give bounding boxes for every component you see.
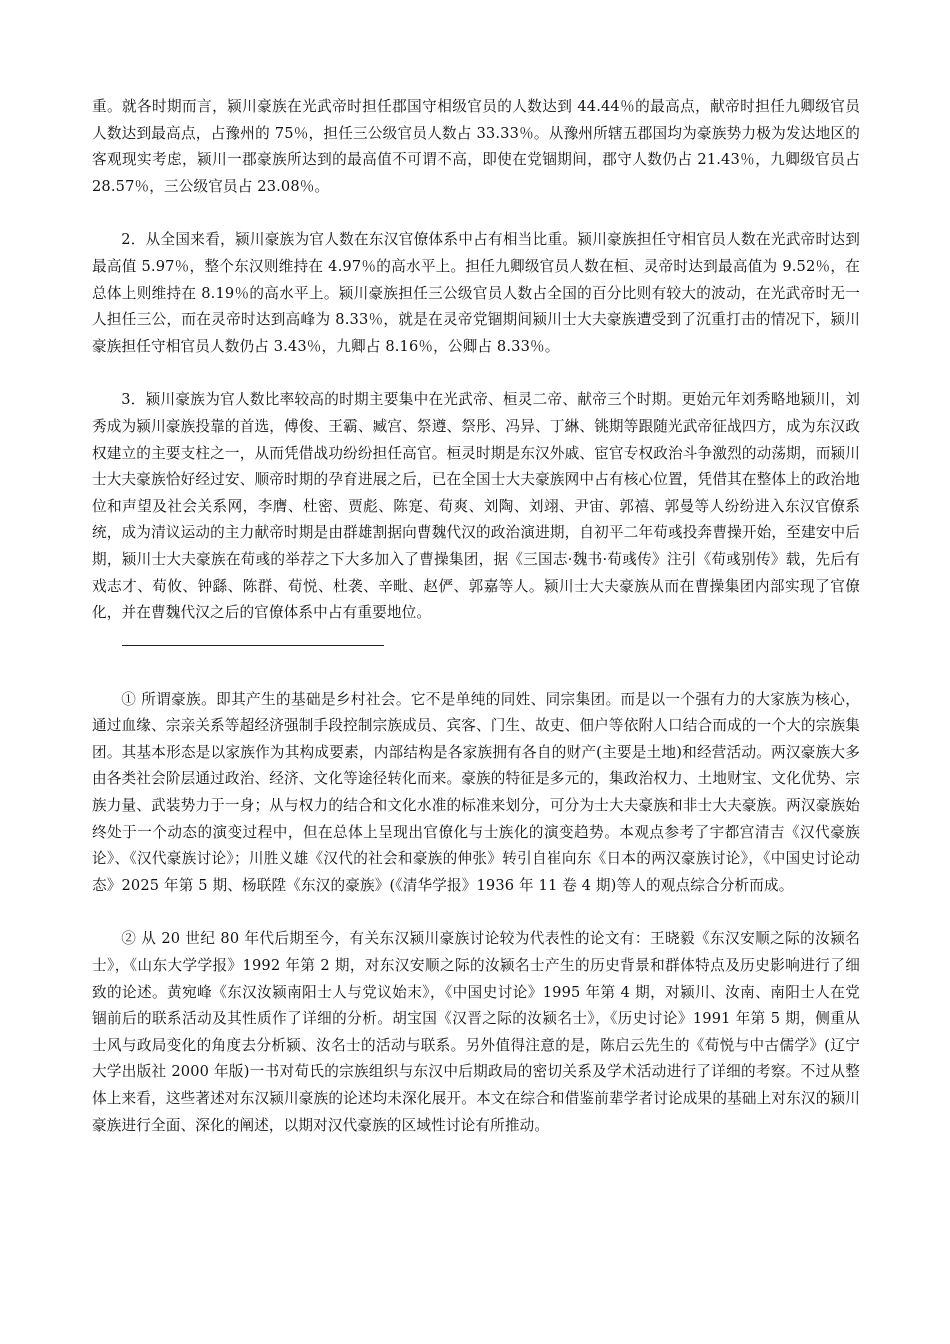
document-page xyxy=(92,94,860,1139)
body-paragraph-continued: 重。就各时期而言，颍川豪族在光武帝时担任郡国守相级官员的人数达到 44.44％的最高点，献帝时担任九卿级官员人数达到最高点，占豫州的 75％，担任三公级官员人数占 33.33％。从豫州所辖五郡国均为豪族势力极为发达地区的客观现实考虑，颍川一郡豪族所达到的最高值不可谓不高，即使在党锢期间，郡守人数仍占 21.43％，九卿级官员占 28.57％，三公级官员占 23.08％。 xyxy=(92,98,860,195)
body-paragraph-3: 3．颍川豪族为官人数比率较高的时期主要集中在光武帝、桓灵二帝、献帝三个时期。更始元年刘秀略地颍川，刘秀成为颍川豪族投靠的首选，傅俊、王霸、臧宫、祭遵、祭彤、冯异、丁綝、铫期等跟随光武帝征战四方，成为东汉政权建立的主要支柱之一，从而凭借战功纷纷担任高官。桓灵时期是东汉外戚、宦官专权政治斗争激烈的动荡期，而颍川士大夫豪族恰好经过安、顺帝时期的孕育进展之后，已在全国士大夫豪族网中占有核心位置，凭借其在整体上的政治地位和声望及社会关系网，李膺、杜密、贾彪、陈寔、荀爽、刘陶、刘翊、尹宙、郭禧、郭曼等人纷纷进入东汉官僚系统，成为清议运动的主力献帝时期是由群雄割据向曹魏代汉的政治演进期，自初平二年荀彧投奔曹操开始，至建安中后期，颍川士大夫豪族在荀彧的举荐之下大多加入了曹操集团，据《三国志·魏书·荀彧传》注引《荀彧别传》载，先后有戏志才、荀攸、钟繇、陈群、荀悦、杜袭、辛毗、赵俨、郭嘉等人。颍川士大夫豪族从而在曹操集团内部实现了官僚化，并在曹魏代汉之后的官僚体系中占有重要地位。 xyxy=(92,391,860,622)
paragraph-gap xyxy=(92,360,860,387)
footnote-gap xyxy=(92,899,860,926)
footnote-rule xyxy=(122,645,384,646)
footnote-1: ① 所谓豪族。即其产生的基础是乡村社会。它不是单纯的同姓、同宗集团。而是以一个强有力的大家族为核心，通过血缘、宗亲关系等超经济强制手段控制宗族成员、宾客、门生、故吏、佃户等依附人口结合而成的一个大的宗族集团。其基本形态是以家族作为其构成要素，内部结构是各家族拥有各自的财产(主要是土地)和经营活动。两汉豪族大多由各类社会阶层通过政治、经济、文化等途径转化而来。豪族的特征是多元的，集政治权力、土地财宝、文化优势、宗族力量、武装势力于一身；从与权力的结合和文化水准的标准来划分，可分为士大夫豪族和非士大夫豪族。两汉豪族始终处于一个动态的演变过程中，但在总体上呈现出官僚化与士族化的演变趋势。本观点参考了宇都宫清吉《汉代豪族论》、《汉代豪族讨论》；川胜义雄《汉代的社会和豪族的伸张》转引自崔向东《日本的两汉豪族讨论》，《中国史讨论动态》2025 年第 5 期、杨联陞《东汉的豪族》(《清华学报》1936 年 11 卷 4 期)等人的观点综合分析而成。 xyxy=(92,690,860,894)
body-paragraph-2: 2．从全国来看，颍川豪族为官人数在东汉官僚体系中占有相当比重。颍川豪族担任守相官员人数在光武帝时达到最高值 5.97％，整个东汉则维持在 4.97％的高水平上。担任九卿级官员人数在桓、灵帝时达到最高值为 9.52％，在总体上则维持在 8.19％的高水平上。颍川豪族担任三公级官员人数占全国的百分比则有较大的波动，在光武帝时无一人担任三公，而在灵帝时达到高峰为 8.33％，就是在灵帝党锢期间颍川士大夫豪族遭受到了沉重打击的情况下，颍川豪族担任守相官员人数仍占 3.43％，九卿占 8.16％，公卿占 8.33％。 xyxy=(92,231,860,355)
footnote-2: ② 从 20 世纪 80 年代后期至今，有关东汉颍川豪族讨论较为代表性的论文有：王晓毅《东汉安顺之际的汝颍名士》，《山东大学学报》1992 年第 2 期，对东汉安顺之际的汝颍名士产生的历史背景和群体特点及历史影响进行了细致的论述。黄宛峰《东汉汝颍南阳士人与党议始末》，《中国史讨论》1995 年第 4 期，对颍川、汝南、南阳士人在党锢前后的联系活动及其性质作了详细的分析。胡宝国《汉晋之际的汝颍名士》，《历史讨论》1991 年第 5 期，侧重从士风与政局变化的角度去分析颍、汝名士的活动与联系。另外值得注意的是，陈启云先生的《荀悦与中古儒学》(辽宁大学出版社 2000 年版)一书对荀氏的宗族组织与东汉中后期政局的密切关系及学术活动进行了详细的考察。不过从整体上来看，这些著述对东汉颍川豪族的论述均未深化展开。本文在综合和借鉴前辈学者讨论成果的基础上对东汉的颍川豪族进行全面、深化的阐述，以期对汉代豪族的区域性讨论有所推动。 xyxy=(92,930,860,1134)
paragraph-gap xyxy=(92,200,860,227)
footnote-separator xyxy=(92,627,860,687)
